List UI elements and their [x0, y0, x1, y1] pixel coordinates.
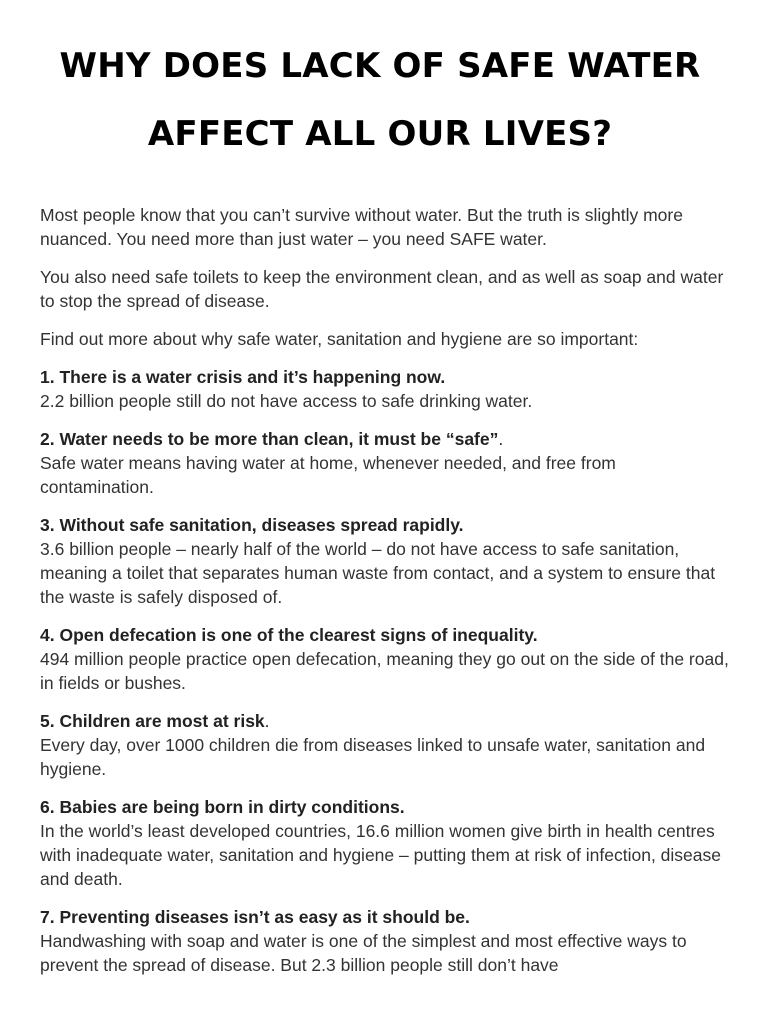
fact-text: 494 million people practice open defecation, meaning they go out on the side of the road, in fields or bushes. [40, 649, 729, 693]
fact-text: 3.6 billion people – nearly half of the world – do not have access to safe sanitation, meaning a toilet that separates human waste from contact, and a system to ensure that the waste is safely disposed of. [40, 539, 716, 607]
fact-item-5 [40, 709, 732, 781]
fact-heading-suffix: . [264, 711, 270, 731]
fact-heading-text: 5. Children are most at risk [40, 711, 265, 731]
fact-heading [40, 427, 732, 451]
fact-item-6 [40, 795, 732, 891]
intro-paragraph-2: You also need safe toilets to keep the environment clean, and as well as soap and water to stop the spread of disease. [40, 267, 724, 311]
fact-heading [40, 905, 732, 929]
fact-heading [40, 709, 732, 733]
fact-text: Safe water means having water at home, whenever needed, and free from contamination. [40, 453, 616, 497]
page-title-line-1: WHY DOES LACK OF SAFE WATER [59, 46, 701, 86]
fact-heading-suffix: . [498, 429, 504, 449]
fact-text: 2.2 billion people still do not have access to safe drinking water. [40, 391, 533, 411]
fact-item-2 [40, 427, 732, 499]
fact-text: Handwashing with soap and water is one of the simplest and most effective ways to prevent the spread of disease. But 2.3 billion people still don’t have [40, 931, 687, 975]
article-body [40, 203, 732, 991]
fact-heading [40, 623, 732, 647]
fact-item-3 [40, 513, 732, 609]
intro-paragraph-1: Most people know that you can’t survive without water. But the truth is slightly more nuanced. You need more than just water – you need SAFE water. [40, 205, 683, 249]
fact-heading-text: 1. There is a water crisis and it’s happening now. [40, 367, 446, 387]
fact-item-7 [40, 905, 732, 977]
fact-heading [40, 513, 732, 537]
page-title [0, 32, 760, 168]
fact-item-1 [40, 365, 732, 413]
page-title-line-2: AFFECT ALL OUR LIVES? [147, 114, 613, 154]
fact-heading [40, 365, 732, 389]
fact-text: Every day, over 1000 children die from diseases linked to unsafe water, sanitation and hygiene. [40, 735, 706, 779]
fact-heading-text: 6. Babies are being born in dirty conditions. [40, 797, 405, 817]
fact-item-4 [40, 623, 732, 695]
intro-paragraph-3: Find out more about why safe water, sanitation and hygiene are so important: [40, 329, 639, 349]
fact-heading-text: 2. Water needs to be more than clean, it must be “safe” [40, 429, 499, 449]
fact-heading-text: 7. Preventing diseases isn’t as easy as it should be. [40, 907, 470, 927]
fact-heading [40, 795, 732, 819]
fact-heading-text: 3. Without safe sanitation, diseases spread rapidly. [40, 515, 464, 535]
fact-text: In the world’s least developed countries, 16.6 million women give birth in health centres with inadequate water, sanitation and hygiene – putting them at risk of infection, disease and death. [40, 821, 721, 889]
fact-heading-text: 4. Open defecation is one of the clearest signs of inequality. [40, 625, 538, 645]
